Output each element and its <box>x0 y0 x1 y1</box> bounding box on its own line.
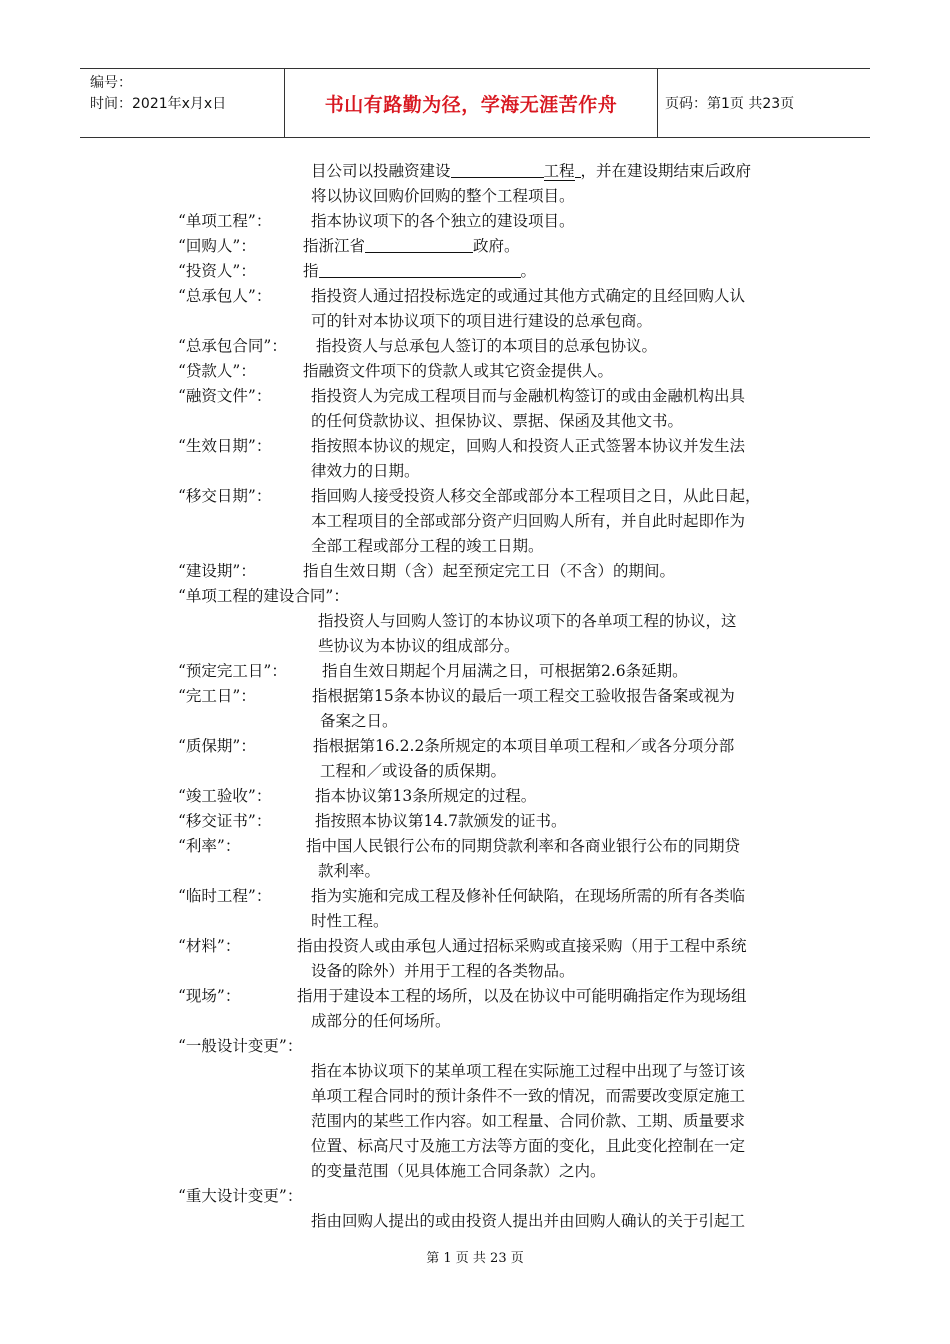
term-label: “贷款人”： <box>178 362 256 380</box>
term-definition: 些协议为本协议的组成部分。 <box>318 637 520 655</box>
term-definition: 设备的除外）并用于工程的各类物品。 <box>311 962 575 980</box>
term-definition: 备案之日。 <box>320 712 398 730</box>
term-definition: 指投资人与总承包人签订的本项目的总承包协议。 <box>316 337 658 355</box>
term-label: “总承包合同”： <box>178 337 287 355</box>
term-label: “建设期”： <box>178 562 256 580</box>
term-definition: 指投资人与回购人签订的本协议项下的各单项工程的协议，这 <box>318 612 737 630</box>
term-label: “材料”： <box>178 937 241 955</box>
term-definition: 本工程项目的全部或部分资产归回购人所有，并自此时起即作为 <box>311 512 746 530</box>
term-label: “移交日期”： <box>178 487 272 505</box>
term-definition: 指回购人接受投资人移交全部或部分本工程项目之日，从此日起， <box>311 487 761 505</box>
term-definition: 指投资人为完成工程项目而与金融机构签订的或由金融机构出具 <box>311 387 746 405</box>
term-definition: 指由回购人提出的或由投资人提出并由回购人确认的关于引起工 <box>311 1212 746 1230</box>
term-definition: 指在本协议项下的某单项工程在实际施工过程中出现了与签订该 <box>311 1062 746 1080</box>
term-definition: 指按照本协议第14.7款颁发的证书。 <box>315 812 567 830</box>
term-definition: 指融资文件项下的贷款人或其它资金提供人。 <box>303 362 614 380</box>
paragraph-line: 将以协议回购价回购的整个工程项目。 <box>311 187 575 205</box>
term-label: “利率”： <box>178 837 241 855</box>
term-definition: 指为实施和完成工程及修补任何缺陷，在现场所需的所有各类临 <box>311 887 746 905</box>
term-label: “单项工程的建设合同”： <box>178 587 349 605</box>
term-label: “投资人”： <box>178 262 256 280</box>
term-label: “单项工程”： <box>178 212 272 230</box>
term-label: “生效日期”： <box>178 437 272 455</box>
term-label: “现场”： <box>178 987 241 1005</box>
term-definition: 款利率。 <box>318 862 381 880</box>
fill-blank <box>365 237 473 253</box>
time-label: 时间：2021年x月x日 <box>90 96 227 112</box>
header-meta <box>90 73 226 115</box>
term-definition: 时性工程。 <box>311 912 389 930</box>
header-motto: 书山有路勤为径，学海无涯苦作舟 <box>324 93 618 116</box>
term-definition: 范围内的某些工作内容。如工程量、合同价款、工期、质量要求 <box>311 1112 746 1130</box>
term-definition: 指中国人民银行公布的同期贷款利率和各商业银行公布的同期贷 <box>306 837 741 855</box>
term-definition: 律效力的日期。 <box>311 462 420 480</box>
term-definition: 指自生效日期（含）起至预定完工日（不含）的期间。 <box>303 562 676 580</box>
term-label: “竣工验收”： <box>178 787 272 805</box>
term-definition: 全部工程或部分工程的竣工日期。 <box>311 537 544 555</box>
term-label: “完工日”： <box>178 687 256 705</box>
term-label: “移交证书”： <box>178 812 272 830</box>
term-label: “重大设计变更”： <box>178 1187 303 1205</box>
term-label: “质保期”： <box>178 737 256 755</box>
term-definition: 指根据第15条本协议的最后一项工程交工验收报告备案或视为 <box>312 687 735 705</box>
document-header <box>80 68 870 138</box>
term-label: “回购人”： <box>178 237 256 255</box>
term-definition: 指本协议项下的各个独立的建设项目。 <box>311 212 575 230</box>
term-definition: 位置、标高尺寸及施工方法等方面的变化，且此变化控制在一定 <box>311 1137 746 1155</box>
term-definition: 指 。 <box>303 262 537 280</box>
term-definition: 指用于建设本工程的场所，以及在协议中可能明确指定作为现场组 <box>297 987 747 1005</box>
term-label: “临时工程”： <box>178 887 272 905</box>
term-definition: 可的针对本协议项下的项目进行建设的总承包商。 <box>311 312 653 330</box>
term-definition: 指投资人通过招投标选定的或通过其他方式确定的且经回购人认 <box>311 287 746 305</box>
number-label: 编号： <box>90 75 132 91</box>
term-definition: 指本协议第13条所规定的过程。 <box>315 787 537 805</box>
term-label: “一般设计变更”： <box>178 1037 303 1055</box>
term-definition: 指浙江省 政府。 <box>303 237 520 255</box>
term-label: “预定完工日”： <box>178 662 287 680</box>
header-divider <box>657 69 658 137</box>
term-definition: 成部分的任何场所。 <box>311 1012 451 1030</box>
term-definition: 单项工程合同时的预计条件不一致的情况，而需要改变原定施工 <box>311 1087 746 1105</box>
header-page-info: 页码：第1页 共23页 <box>665 96 795 112</box>
term-definition: 的变量范围（见具体施工合同条款）之内。 <box>311 1162 606 1180</box>
fill-blank <box>319 262 521 278</box>
term-definition: 指由投资人或由承包人通过招标采购或直接采购（用于工程中系统 <box>297 937 747 955</box>
fill-blank <box>451 162 544 178</box>
term-definition: 的任何贷款协议、担保协议、票据、保函及其他文书。 <box>311 412 684 430</box>
term-label: “融资文件”： <box>178 387 272 405</box>
term-definition: 指自生效日期起个月届满之日，可根据第2.6条延期。 <box>322 662 688 680</box>
term-definition: 工程和／或设备的质保期。 <box>320 762 507 780</box>
page-footer: 第 1 页 共 23 页 <box>426 1251 524 1266</box>
paragraph-line: 目公司以投融资建设 工程 ，并在建设期结束后政府 <box>311 162 752 180</box>
term-definition: 指根据第16.2.2条所规定的本项目单项工程和／或各分项分部 <box>313 737 735 755</box>
term-label: “总承包人”： <box>178 287 272 305</box>
term-definition: 指按照本协议的规定，回购人和投资人正式签署本协议并发生法 <box>311 437 746 455</box>
